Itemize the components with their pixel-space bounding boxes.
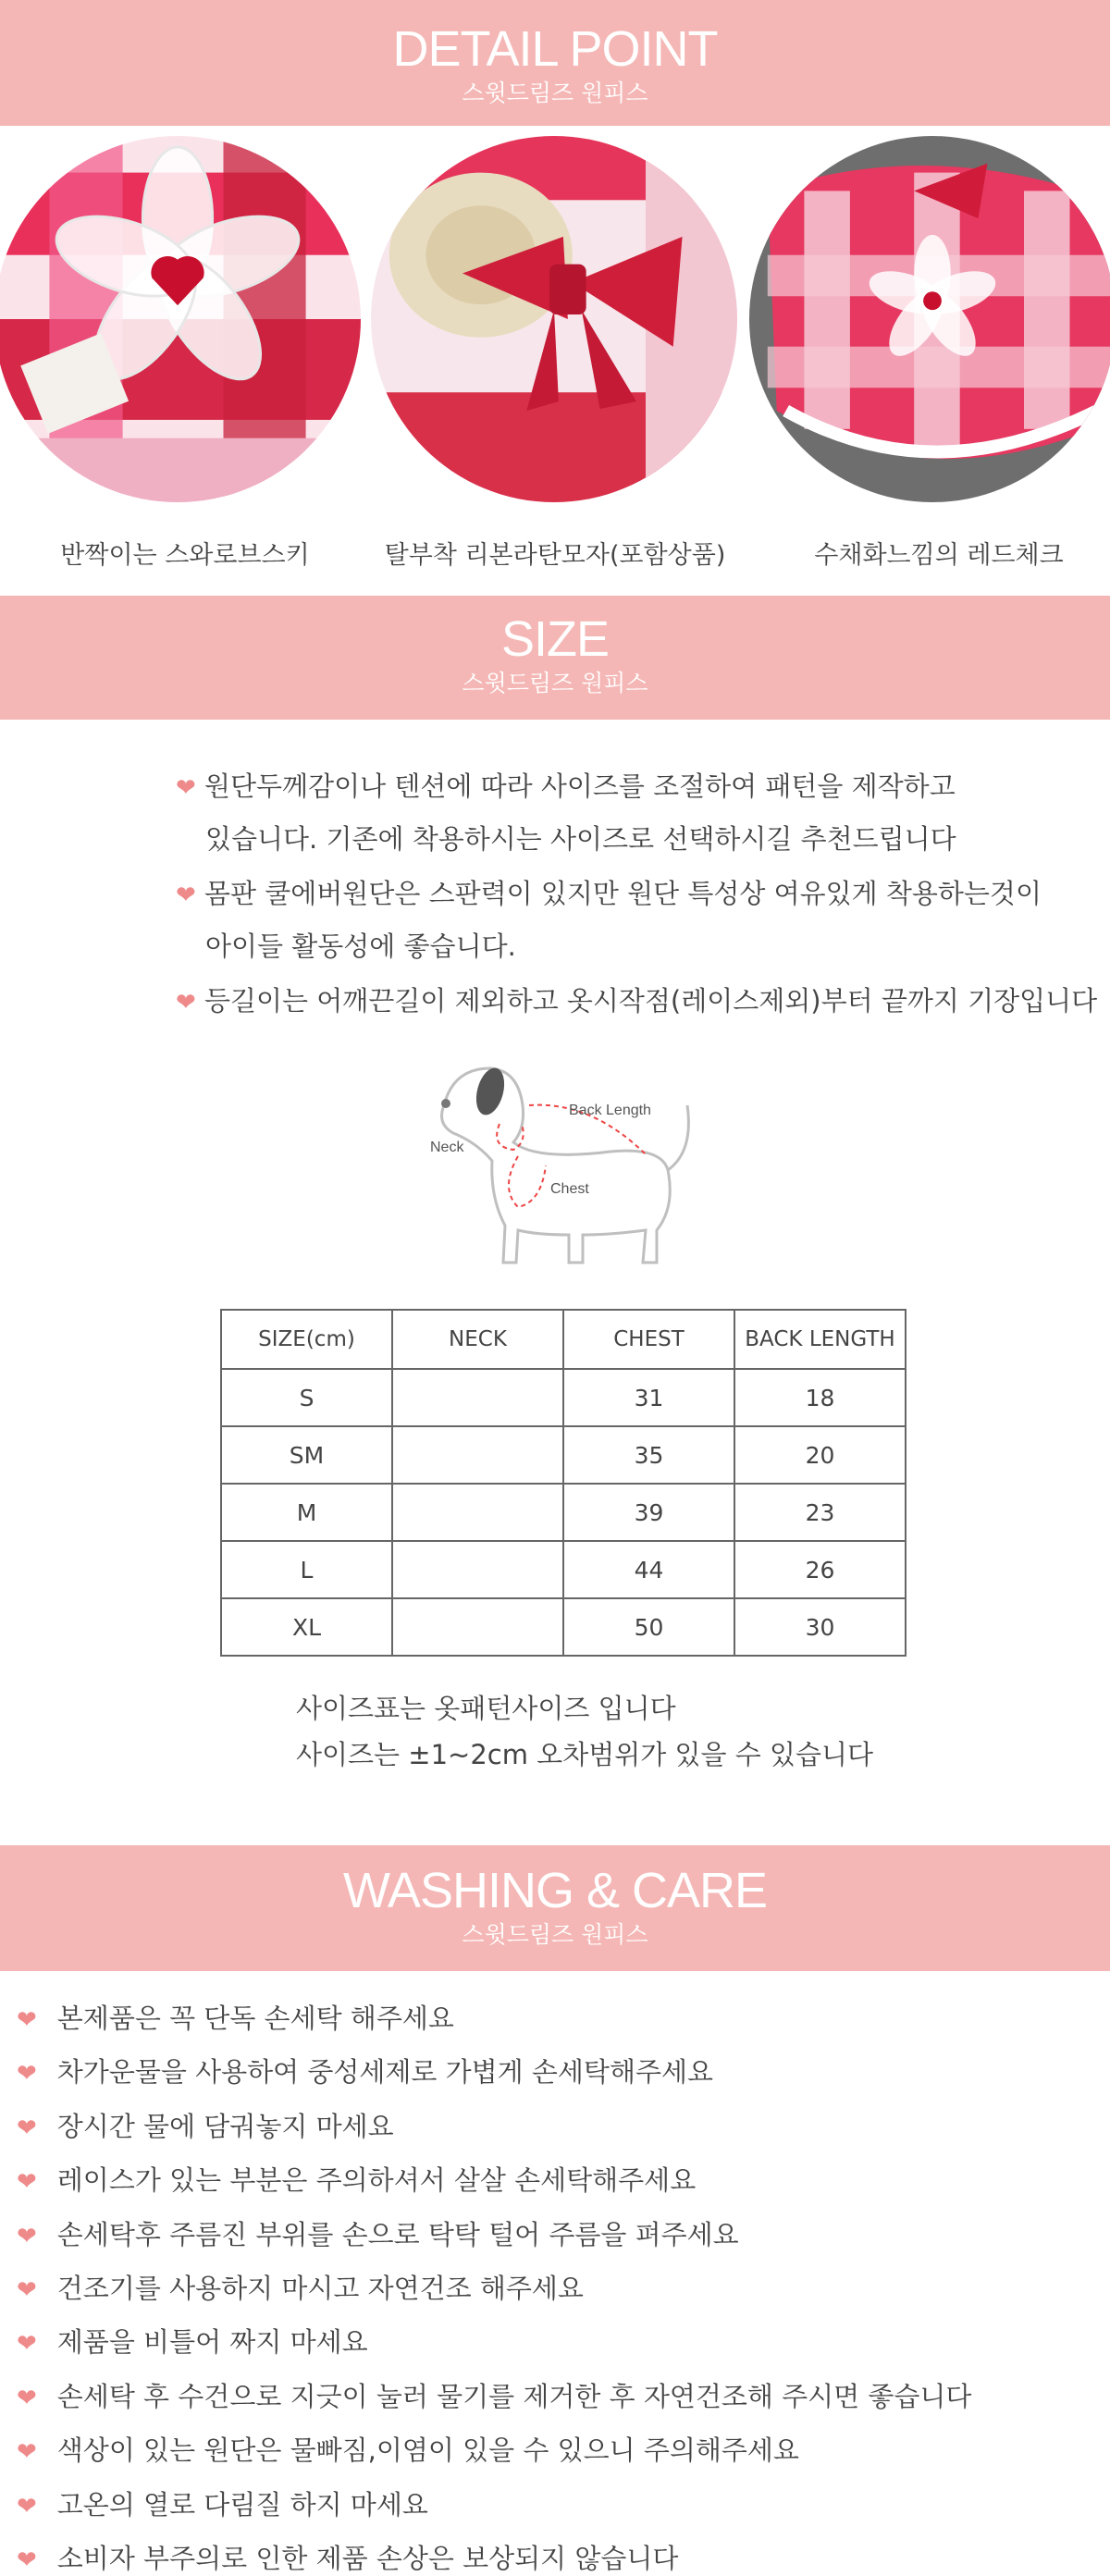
heart-icon: ❤ [17, 2276, 37, 2304]
table-row: L 44 26 [221, 1541, 906, 1598]
photo-ribbon-hat [371, 136, 737, 502]
photo-swarovski-flower [0, 136, 361, 502]
wash-item: ❤ 건조기를 사용하지 마시고 자연건조 해주세요 [17, 2273, 584, 2304]
wash-item: ❤ 제품을 비틀어 짜지 마세요 [17, 2326, 368, 2358]
heart-icon: ❤ [17, 2223, 37, 2250]
heart-icon: ❤ [17, 2385, 37, 2412]
size-banner [0, 596, 1110, 720]
header-back-length: BACK LENGTH [734, 1310, 906, 1369]
size-footnote-2: 사이즈는 ±1~2cm 오차범위가 있을 수 있습니다 [296, 1739, 874, 1770]
table-row: XL 50 30 [221, 1598, 906, 1656]
wash-item: ❤ 색상이 있는 원단은 물빠짐,이염이 있을 수 있으니 주의해주세요 [17, 2434, 799, 2466]
size-note-2-cont: 아이들 활동성에 좋습니다. [205, 931, 516, 962]
neck-label: Neck [430, 1140, 464, 1155]
wash-item: ❤ 레이스가 있는 부분은 주의하셔서 살살 손세탁해주세요 [17, 2164, 697, 2196]
detail-point-title: DETAIL POINT [392, 21, 718, 77]
wash-item: ❤ 고온의 열로 다림질 하지 마세요 [17, 2489, 428, 2521]
table-row: S 31 18 [221, 1369, 906, 1426]
heart-icon: ❤ [17, 2330, 37, 2358]
size-table [220, 1309, 906, 1657]
header-neck: NECK [392, 1310, 563, 1369]
wash-item: ❤ 손세탁 후 수건으로 지긋이 눌러 물기를 제거한 후 자연건조해 주시면 좋습니다 [17, 2381, 972, 2412]
heart-icon: ❤ [17, 2546, 37, 2574]
heart-icon: ❤ [17, 2114, 37, 2142]
table-header-row [221, 1310, 906, 1369]
wash-item: ❤ 차가운물을 사용하여 중성세제로 가볍게 손세탁해주세요 [17, 2056, 714, 2088]
heart-icon: ❤ [176, 989, 196, 1017]
wash-item: ❤ 장시간 물에 담궈놓지 마세요 [17, 2111, 394, 2142]
header-chest: CHEST [563, 1310, 734, 1369]
photo-red-check-dress [749, 136, 1110, 502]
heart-icon: ❤ [176, 881, 196, 909]
detail-point-banner [0, 0, 1110, 126]
chest-label: Chest [550, 1181, 589, 1197]
wash-item: ❤ 손세탁후 주름진 부위를 손으로 탁탁 털어 주름을 펴주세요 [17, 2219, 739, 2250]
detail-point-subtitle: 스윗드림즈 원피스 [462, 80, 648, 106]
header-size: SIZE(cm) [221, 1310, 392, 1369]
table-row: M 39 23 [221, 1484, 906, 1541]
washing-title: WASHING & CARE [342, 1863, 768, 1918]
washing-subtitle: 스윗드림즈 원피스 [462, 1921, 648, 1948]
size-subtitle: 스윗드림즈 원피스 [462, 670, 648, 696]
heart-icon: ❤ [17, 2493, 37, 2521]
size-note-2: ❤ 몸판 쿨에버원단은 스판력이 있지만 원단 특성상 여유있게 착용하는것이 [176, 878, 1042, 909]
dog-measurement-diagram [426, 1050, 703, 1272]
size-note-1: ❤ 원단두께감이나 텐션에 따라 사이즈를 조절하여 패턴을 제작하고 [176, 770, 956, 802]
wash-item: ❤ 소비자 부주의로 인한 제품 손상은 보상되지 않습니다 [17, 2543, 679, 2574]
heart-icon: ❤ [17, 2438, 37, 2466]
heart-icon: ❤ [176, 774, 196, 802]
heart-icon: ❤ [17, 2168, 37, 2196]
caption-ribbon-hat: 탈부착 리본라탄모자(포함상품) [384, 541, 726, 570]
washing-banner [0, 1845, 1110, 1971]
size-footnote-1: 사이즈표는 옷패턴사이즈 입니다 [296, 1693, 676, 1724]
heart-icon: ❤ [17, 2006, 37, 2034]
wash-item: ❤ 본제품은 꼭 단독 손세탁 해주세요 [17, 2003, 454, 2034]
caption-swarovski: 반짝이는 스와로브스키 [60, 541, 310, 570]
size-title: SIZE [500, 611, 610, 667]
back-length-label: Back Length [569, 1103, 651, 1118]
size-note-3: ❤ 등길이는 어깨끈길이 제외하고 옷시작점(레이스제외)부터 끝까지 기장입니다 [176, 985, 1098, 1017]
table-row: SM 35 20 [221, 1426, 906, 1484]
caption-red-check: 수채화느낌의 레드체크 [814, 541, 1064, 570]
size-note-1-cont: 있습니다. 기존에 착용하시는 사이즈로 선택하시길 추천드립니다 [205, 823, 956, 855]
heart-icon: ❤ [17, 2060, 37, 2088]
